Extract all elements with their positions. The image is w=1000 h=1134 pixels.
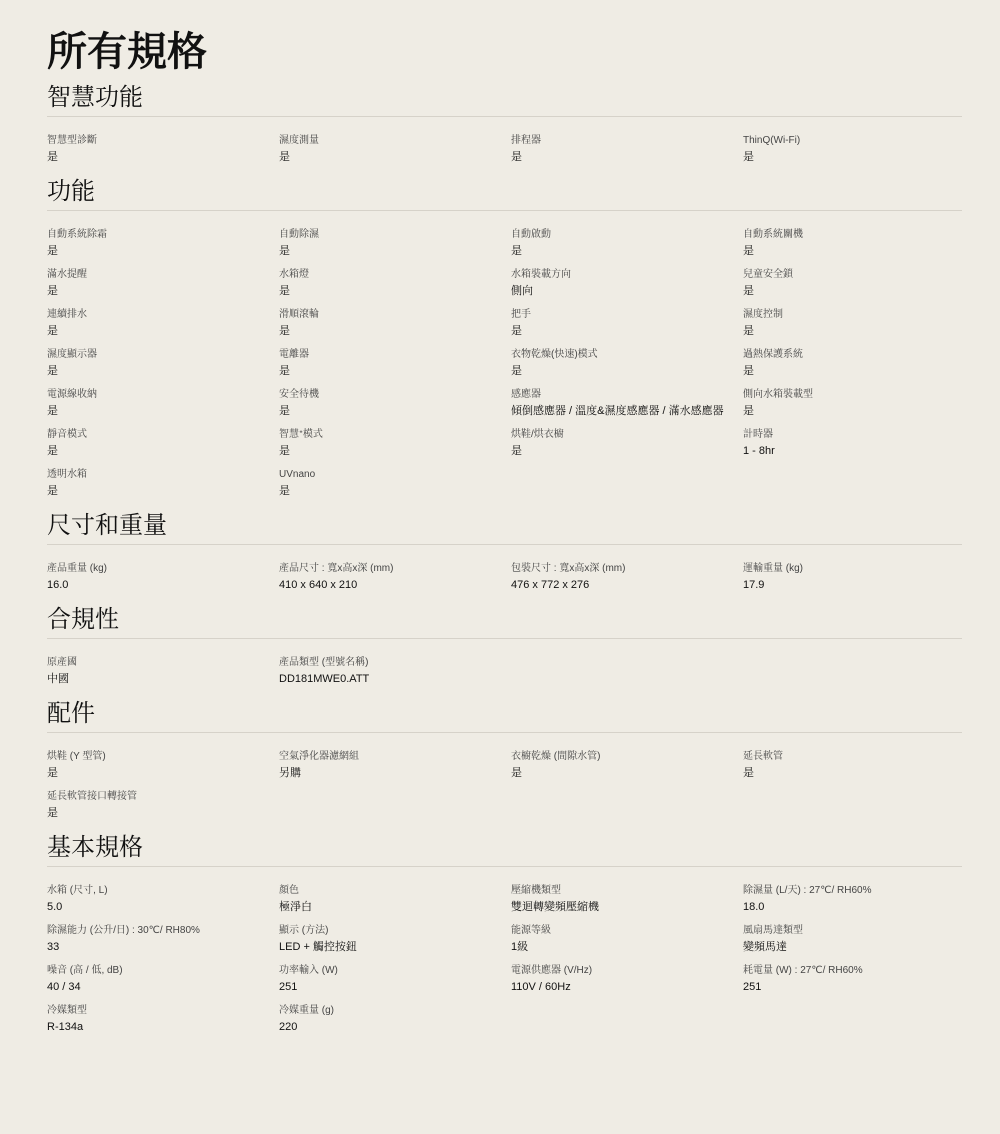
spec-value: 是 bbox=[47, 365, 58, 377]
spec-value: 雙迴轉變頻壓縮機 bbox=[511, 901, 599, 913]
spec-label: 包裝尺寸 : 寬x高x深 (mm) bbox=[511, 563, 626, 574]
spec-item bbox=[279, 750, 511, 790]
spec-label: 壓縮機類型 bbox=[511, 885, 561, 896]
spec-label: 靜音模式 bbox=[47, 429, 87, 440]
spec-label: 衣櫥乾燥 (間隙水管) bbox=[511, 751, 601, 762]
spec-label: 產品尺寸 : 寬x高x深 (mm) bbox=[279, 563, 394, 574]
spec-label: 烘鞋 (Y 型管) bbox=[47, 751, 106, 762]
spec-item bbox=[279, 1004, 511, 1044]
spec-grid bbox=[47, 211, 962, 508]
spec-value: 是 bbox=[47, 445, 58, 457]
spec-label: 噪音 (高 / 低, dB) bbox=[47, 965, 123, 976]
section-title: 基本規格 bbox=[47, 830, 962, 867]
spec-label: 自動系統關機 bbox=[743, 229, 803, 240]
spec-item bbox=[279, 924, 511, 964]
spec-item bbox=[743, 562, 961, 602]
spec-label: 電源供應器 (V/Hz) bbox=[511, 965, 593, 976]
spec-item bbox=[279, 388, 511, 428]
spec-sections bbox=[47, 80, 962, 1044]
spec-value: 是 bbox=[743, 151, 754, 163]
spec-label: 自動啟動 bbox=[511, 229, 551, 240]
spec-value: 是 bbox=[47, 151, 58, 163]
spec-value: 傾倒感應器 / 溫度&濕度感應器 / 滿水感應器 bbox=[511, 405, 724, 417]
spec-item bbox=[279, 884, 511, 924]
spec-label: 電源線收納 bbox=[47, 389, 97, 400]
spec-label: 濕度測量 bbox=[279, 135, 319, 146]
spec-label: 連續排水 bbox=[47, 309, 87, 320]
spec-value: 是 bbox=[743, 365, 754, 377]
spec-label: UVnano bbox=[279, 469, 316, 480]
spec-section bbox=[47, 602, 962, 696]
spec-value: 是 bbox=[47, 807, 58, 819]
spec-item bbox=[511, 562, 743, 602]
spec-value: 是 bbox=[511, 325, 522, 337]
page-title: 所有規格 bbox=[47, 30, 207, 74]
spec-item bbox=[47, 924, 279, 964]
spec-value: 中國 bbox=[47, 673, 69, 685]
spec-grid bbox=[47, 117, 962, 174]
spec-item bbox=[743, 228, 961, 268]
spec-grid bbox=[47, 733, 962, 830]
spec-label: 顏色 bbox=[279, 885, 299, 896]
spec-value: 1級 bbox=[511, 941, 529, 953]
spec-value: 是 bbox=[743, 405, 754, 417]
spec-label: 兒童安全鎖 bbox=[743, 269, 793, 280]
spec-item bbox=[47, 790, 279, 830]
spec-grid bbox=[47, 545, 962, 602]
spec-label: 過熱保護系統 bbox=[743, 349, 803, 360]
spec-value: 18.0 bbox=[743, 901, 765, 913]
spec-item bbox=[279, 428, 511, 468]
spec-value: 是 bbox=[743, 325, 754, 337]
spec-label: 衣物乾燥(快速)模式 bbox=[511, 349, 598, 360]
spec-label: 濕度顯示器 bbox=[47, 349, 97, 360]
spec-item bbox=[47, 884, 279, 924]
spec-label: 功率輸入 (W) bbox=[279, 965, 338, 976]
spec-item bbox=[279, 348, 511, 388]
spec-value: 側向 bbox=[511, 285, 533, 297]
spec-label: 滿水提醒 bbox=[47, 269, 87, 280]
spec-value: 是 bbox=[47, 767, 58, 779]
spec-label: 延長軟管 bbox=[743, 751, 783, 762]
spec-value: 251 bbox=[279, 981, 298, 993]
spec-item bbox=[511, 924, 743, 964]
spec-label: 耗電量 (W) : 27℃/ RH60% bbox=[743, 965, 863, 976]
spec-value: 是 bbox=[511, 365, 522, 377]
spec-value: 是 bbox=[279, 245, 290, 257]
spec-value: 是 bbox=[511, 151, 522, 163]
spec-section bbox=[47, 830, 962, 1044]
spec-value: R-134a bbox=[47, 1021, 84, 1033]
spec-value: 是 bbox=[279, 365, 290, 377]
spec-label: 產品類型 (型號名稱) bbox=[279, 657, 369, 668]
spec-item bbox=[47, 268, 279, 308]
spec-label: 自動除濕 bbox=[279, 229, 319, 240]
spec-label: 冷媒類型 bbox=[47, 1005, 87, 1016]
spec-value: 5.0 bbox=[47, 901, 63, 913]
spec-label: 排程器 bbox=[511, 135, 541, 146]
spec-value: 476 x 772 x 276 bbox=[511, 579, 590, 591]
spec-item bbox=[743, 348, 961, 388]
section-title: 尺寸和重量 bbox=[47, 508, 962, 545]
spec-label: 計時器 bbox=[743, 429, 773, 440]
spec-value: 40 / 34 bbox=[47, 981, 81, 993]
spec-item bbox=[279, 964, 511, 1004]
spec-item bbox=[511, 964, 743, 1004]
spec-value: 251 bbox=[743, 981, 762, 993]
spec-item bbox=[47, 428, 279, 468]
spec-value: 是 bbox=[47, 485, 58, 497]
spec-item bbox=[47, 388, 279, 428]
spec-label: 原產國 bbox=[47, 657, 77, 668]
spec-label: 智慧ᐩ模式 bbox=[279, 429, 323, 440]
spec-value: 另購 bbox=[279, 767, 301, 779]
spec-value: 是 bbox=[47, 245, 58, 257]
spec-value: 是 bbox=[511, 767, 522, 779]
spec-label: 風扇馬達類型 bbox=[743, 925, 803, 936]
spec-item bbox=[511, 428, 743, 468]
spec-label: 空氣淨化器濾網組 bbox=[279, 751, 359, 762]
spec-value: 是 bbox=[743, 767, 754, 779]
spec-item bbox=[279, 562, 511, 602]
spec-label: 延長軟管接口轉接管 bbox=[47, 791, 137, 802]
spec-label: 自動系統除霜 bbox=[47, 229, 107, 240]
spec-item bbox=[511, 134, 743, 174]
spec-item bbox=[47, 228, 279, 268]
spec-label: 濕度控制 bbox=[743, 309, 783, 320]
spec-label: 除濕量 (L/天) : 27℃/ RH60% bbox=[743, 885, 872, 896]
spec-label: 水箱燈 bbox=[279, 269, 309, 280]
spec-value: 220 bbox=[279, 1021, 298, 1033]
spec-value: 是 bbox=[47, 325, 58, 337]
spec-label: 滑順滾輪 bbox=[279, 309, 319, 320]
section-title: 功能 bbox=[47, 174, 962, 211]
spec-item bbox=[47, 468, 279, 508]
spec-section bbox=[47, 80, 962, 174]
spec-label: 安全待機 bbox=[279, 389, 319, 400]
spec-item bbox=[743, 388, 961, 428]
spec-value: 是 bbox=[743, 245, 754, 257]
spec-label: 能源等級 bbox=[511, 925, 551, 936]
spec-value: 是 bbox=[279, 405, 290, 417]
spec-item bbox=[279, 308, 511, 348]
spec-item bbox=[279, 656, 511, 696]
spec-item bbox=[47, 964, 279, 1004]
spec-value: 17.9 bbox=[743, 579, 765, 591]
spec-label: ThinQ(Wi-Fi) bbox=[743, 135, 801, 146]
spec-item bbox=[279, 268, 511, 308]
spec-item bbox=[47, 1004, 279, 1044]
spec-label: 除濕能力 (公升/日) : 30℃/ RH80% bbox=[47, 925, 200, 936]
spec-value: LED + 觸控按鈕 bbox=[279, 941, 357, 953]
spec-value: 是 bbox=[279, 285, 290, 297]
spec-label: 透明水箱 bbox=[47, 469, 87, 480]
spec-value: 變頻馬達 bbox=[743, 941, 787, 953]
spec-section bbox=[47, 696, 962, 830]
spec-item bbox=[511, 348, 743, 388]
spec-item bbox=[743, 884, 961, 924]
spec-label: 側向水箱裝載型 bbox=[743, 389, 813, 400]
spec-value: 極淨白 bbox=[279, 901, 312, 913]
section-title: 智慧功能 bbox=[47, 80, 962, 117]
spec-label: 冷媒重量 (g) bbox=[279, 1005, 334, 1016]
spec-item bbox=[743, 964, 961, 1004]
spec-value: 是 bbox=[511, 445, 522, 457]
spec-item bbox=[511, 388, 743, 428]
spec-item bbox=[47, 750, 279, 790]
spec-label: 智慧型診斷 bbox=[47, 135, 97, 146]
spec-label: 把手 bbox=[511, 309, 531, 320]
spec-section bbox=[47, 174, 962, 508]
spec-item bbox=[511, 750, 743, 790]
spec-item bbox=[47, 656, 279, 696]
spec-label: 顯示 (方法) bbox=[279, 925, 329, 936]
spec-label: 電離器 bbox=[279, 349, 309, 360]
spec-item bbox=[743, 268, 961, 308]
spec-item bbox=[47, 562, 279, 602]
spec-value: 110V / 60Hz bbox=[511, 981, 571, 993]
spec-item bbox=[511, 308, 743, 348]
spec-item bbox=[279, 468, 511, 508]
spec-label: 水箱 (尺寸, L) bbox=[47, 885, 108, 896]
spec-item bbox=[47, 308, 279, 348]
spec-item bbox=[743, 134, 961, 174]
spec-value: 是 bbox=[47, 285, 58, 297]
section-title: 合規性 bbox=[47, 602, 962, 639]
spec-item bbox=[743, 750, 961, 790]
spec-item bbox=[743, 308, 961, 348]
spec-grid bbox=[47, 867, 962, 1044]
spec-item bbox=[511, 228, 743, 268]
section-title: 配件 bbox=[47, 696, 962, 733]
spec-value: 是 bbox=[279, 325, 290, 337]
spec-value: 1 - 8hr bbox=[743, 445, 775, 457]
spec-value: 16.0 bbox=[47, 579, 69, 591]
spec-value: 是 bbox=[279, 445, 290, 457]
spec-value: 410 x 640 x 210 bbox=[279, 579, 358, 591]
spec-label: 運輸重量 (kg) bbox=[743, 563, 803, 574]
spec-section bbox=[47, 508, 962, 602]
spec-value: 是 bbox=[279, 485, 290, 497]
spec-value: 是 bbox=[743, 285, 754, 297]
spec-value: 是 bbox=[47, 405, 58, 417]
spec-item bbox=[279, 134, 511, 174]
spec-value: 是 bbox=[279, 151, 290, 163]
spec-label: 產品重量 (kg) bbox=[47, 563, 107, 574]
spec-value: 33 bbox=[47, 941, 60, 953]
spec-grid bbox=[47, 639, 962, 696]
spec-item bbox=[47, 134, 279, 174]
spec-label: 感應器 bbox=[511, 389, 541, 400]
spec-value: DD181MWE0.ATT bbox=[279, 673, 370, 685]
spec-item bbox=[511, 884, 743, 924]
spec-value: 是 bbox=[511, 245, 522, 257]
spec-item bbox=[279, 228, 511, 268]
spec-label: 水箱裝載方向 bbox=[511, 269, 571, 280]
spec-item bbox=[47, 348, 279, 388]
spec-item bbox=[743, 428, 961, 468]
spec-label: 烘鞋/烘衣櫥 bbox=[511, 429, 564, 440]
spec-item bbox=[511, 268, 743, 308]
spec-item bbox=[743, 924, 961, 964]
